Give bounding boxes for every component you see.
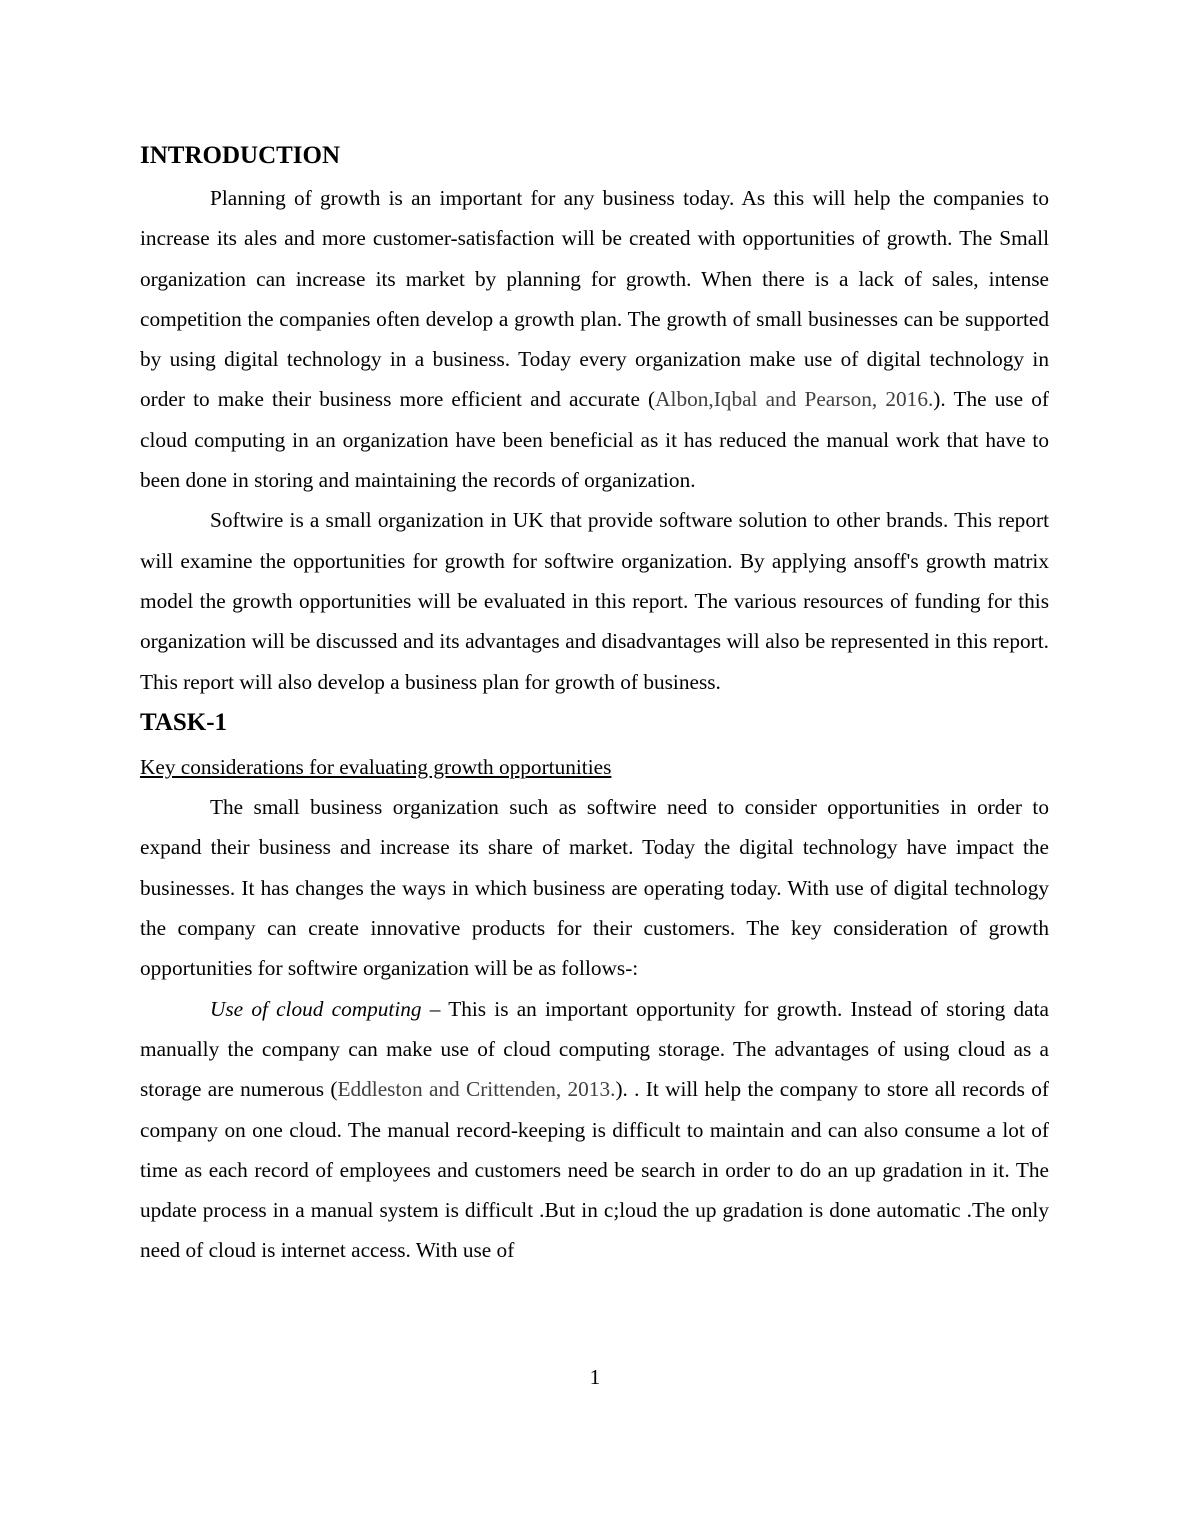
intro-paragraph-2: Softwire is a small organization in UK that provide software solution to other brands. This report will examine the opportunities for growth for softwire organization. By applying ansoff's growth matrix model the growth opportunities will be evaluated in this report. The various resources of funding for this organization will be discussed and its advantages and disadvantages will also be represented in this report. This report will also develop a business plan for growth of business. bbox=[140, 508, 1049, 694]
citation-albon: Albon,Iqbal and Pearson, 2016. bbox=[655, 387, 934, 412]
task1-paragraph-1: The small business organization such as softwire need to consider opportunities in order to expand their business and increase its share of market. Today the digital technology have impact the businesses. It has changes the ways in which business are operating today. With use of digital technology the company can create innovative products for their customers. The key consideration of growth opportunities for softwire organization will be as follows-: bbox=[140, 795, 1049, 981]
intro-p1-text: Planning of growth is an important for any business today. As this will help the companies to increase its ales and more customer-satisfaction will be created with opportunities of growth. The Small organization can increase its market by planning for growth. When there is a lack of sales, intense competition the companies often develop a growth plan. The growth of small businesses can be supported by using digital technology in a business. Today every organization make use of digital technology in order to make their business more efficient and accurate ( bbox=[140, 186, 1049, 412]
task1-p2-text: – This is an important opportunity for growth. Instead of storing data manually the company can make use of cloud computing storage. The advantages of using cloud as a storage are numerous ( bbox=[140, 996, 1049, 1102]
intro-paragraph-1 bbox=[140, 178, 1049, 500]
document-page bbox=[140, 136, 1049, 1271]
task1-subheading: Key considerations for evaluating growth opportunities bbox=[140, 754, 612, 779]
introduction-heading: INTRODUCTION bbox=[140, 142, 341, 169]
task1-p2-text-end: ). . It will help the company to store all records of company on one cloud. The manual record-keeping is difficult to maintain and can also consume a lot of time as each record of employees and customers need be search in order to do an up gradation in it. The update process in a manual system is difficult .But in c;loud the up gradation is done automatic .The only need of cloud is internet access. With use of bbox=[140, 1077, 1049, 1263]
task1-heading: TASK-1 bbox=[140, 708, 228, 736]
page-number: 1 bbox=[589, 1365, 601, 1389]
intro-p1-text-end: ). The use of cloud computing in an organization have been beneficial as it has reduced the manual work that have to been done in storing and maintaining the records of organization. bbox=[140, 387, 1049, 493]
cloud-computing-lead: Use of cloud computing bbox=[210, 996, 422, 1021]
citation-eddleston: Eddleston and Crittenden, 2013. bbox=[337, 1077, 616, 1102]
task1-paragraph-2 bbox=[140, 989, 1049, 1271]
